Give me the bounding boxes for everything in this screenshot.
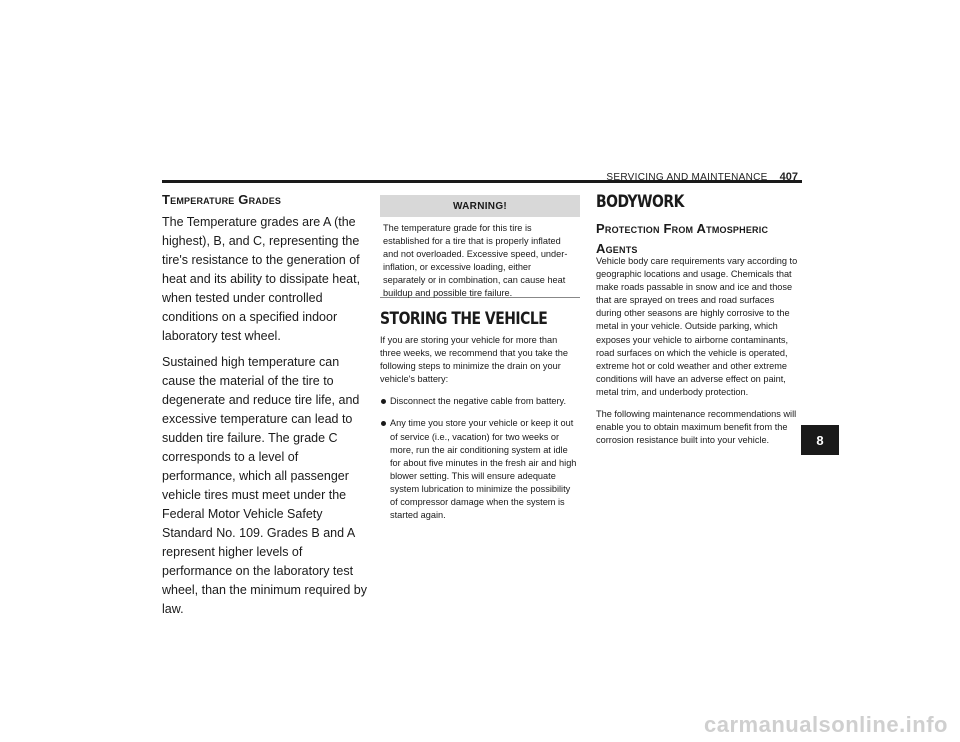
paragraph: If you are storing your vehicle for more than three weeks, we recommend that you take the following steps to minimize the drain on your vehicle's battery: (380, 335, 568, 385)
paragraph: Vehicle body care requirements vary according to geographic locations and usage. Chemicals that make roads passable in snow and ice and those that are sprayed on trees and road surfaces during other seasons are highly corrosive to the metal in your vehicle. Outside parking, which exposes your vehicle to airborne contaminants, road surfaces on which the vehicle is operated, extreme hot or cold weather and other extreme conditions will have an adverse effect on paint, metal trim, and underbody protection. (596, 256, 798, 397)
paragraph: The Temperature grades are A (the highest), B, and C, representing the tire's resistance to the generation of heat and its ability to dissipate heat, when tested under controlled conditions on a specified indoor laboratory test wheel. (162, 215, 361, 343)
paragraph: The following maintenance recommendations will enable you to obtain maximum benefit from the corrosion resistance built into your vehicle. (596, 409, 797, 446)
warning-title: WARNING! (380, 195, 580, 217)
protection-heading (596, 219, 768, 259)
storing-bullet-list (380, 395, 580, 522)
bullet-icon (381, 399, 386, 404)
list-item (380, 417, 580, 522)
storing-vehicle-heading: STORING THE VEHICLE (380, 309, 548, 329)
temperature-grades-heading: Temperature Grades (162, 192, 282, 207)
bodywork-heading: BODYWORK (596, 192, 684, 212)
bullet-icon (381, 421, 386, 426)
warning-box (380, 195, 580, 298)
watermark: carmanualsonline.info (704, 712, 948, 737)
storing-vehicle-body (380, 334, 580, 522)
list-item-text: Any time you store your vehicle or keep it out of service (i.e., vacation) for two weeks or more, run the air conditioning system at idle for about five minutes in the fresh air and high blower setting. This will ensure adequate system lubrication to minimize the possibility of compressor damage when the system is started again. (390, 418, 577, 521)
temperature-grades-body (162, 213, 370, 619)
page-number: 407 (779, 171, 798, 183)
warning-text: The temperature grade for this tire is established for a tire that is properly inflated and not overloaded. Excessive speed, under-inflation, or excessive loading, either separately or in combination, can cause heat buildup and possible tire failure. (383, 223, 568, 299)
running-header (606, 171, 798, 183)
protection-heading-line1: Protection From Atmospheric (596, 221, 769, 236)
paragraph: Sustained high temperature can cause the material of the tire to degenerate and reduce tire life, and excessive temperature can lead to sudden tire failure. The grade C corresponds to a level of performance, which all passenger vehicle tires must meet under the Federal Motor Vehicle Safety Standard No. 109. Grades B and A represent higher levels of performance on the laboratory test wheel, than the minimum required by law. (162, 355, 367, 616)
list-item (380, 395, 580, 408)
section-title: SERVICING AND MAINTENANCE (606, 172, 768, 183)
bodywork-body (596, 255, 800, 447)
protection-heading-line2: Agents (596, 241, 638, 256)
list-item-text: Disconnect the negative cable from battery. (390, 396, 567, 407)
chapter-tab: 8 (801, 425, 839, 455)
